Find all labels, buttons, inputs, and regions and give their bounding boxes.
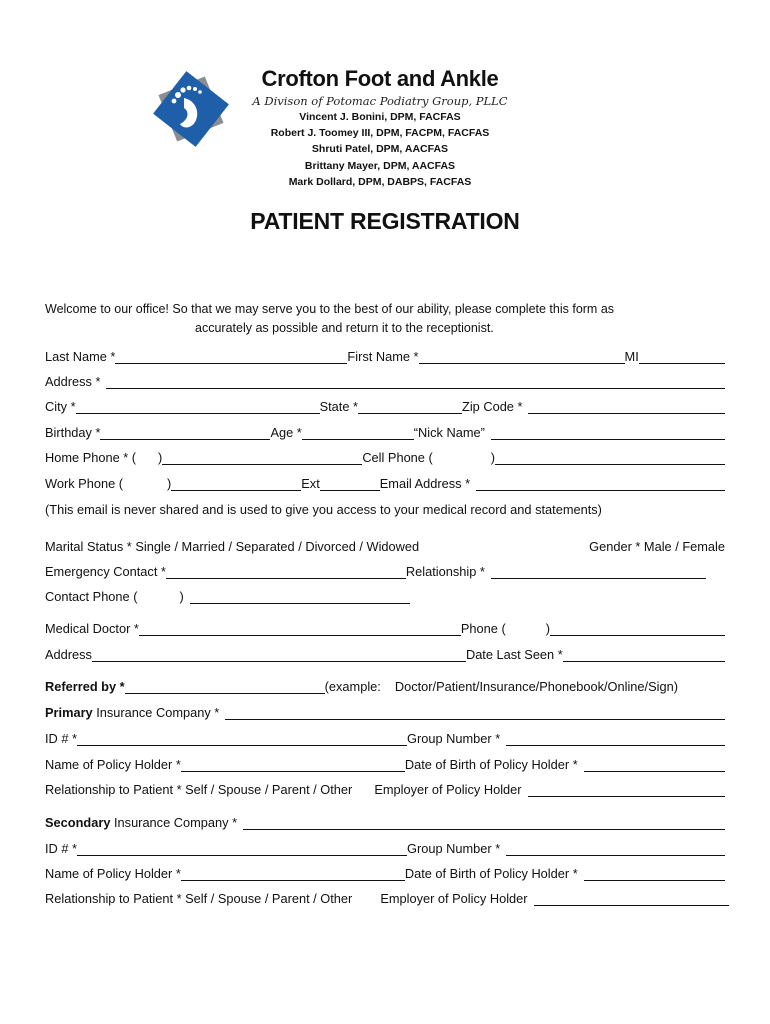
row-marital [45,536,725,554]
referred-example-label: (example: [324,679,381,694]
zip-label: Zip Code * [462,399,523,414]
row-primary-id [45,728,725,746]
primary-insurance-field[interactable] [225,705,725,720]
intro-line-1: Welcome to our office! So that we may serve you to the best of our ability, please complete this form as [45,302,615,316]
row-secondary-id [45,838,725,856]
row-name [45,346,725,364]
gender-label[interactable]: Gender * Male / Female [589,539,725,554]
primary-policy-dob-field[interactable] [584,757,725,772]
row-city [45,396,725,414]
intro-line-2: accurately as possible and return it to the receptionist. [195,321,494,335]
row-primary-insurance [45,702,725,720]
employer-label: Employer of Policy Holder [380,891,528,906]
secondary-label: Secondary [45,815,111,830]
row-referred [45,676,725,694]
home-phone-label: Home Phone * ( [45,450,137,465]
primary-employer-field[interactable] [528,782,725,797]
cell-phone-field[interactable] [495,450,725,465]
state-field[interactable] [358,399,462,414]
secondary-insurance-field[interactable] [243,815,725,830]
age-label: Age * [270,425,302,440]
row-secondary-relationship [45,888,729,906]
row-address [45,371,725,389]
emergency-contact-field[interactable] [166,564,406,579]
doctor-address-field[interactable] [92,647,466,662]
relationship-patient-label[interactable]: Relationship to Patient * Self / Spouse / Parent / Other [45,891,353,906]
policy-dob-label: Date of Birth of Policy Holder * [404,866,578,881]
mi-label: MI [624,349,639,364]
intro-text [45,300,705,338]
primary-group-number-field[interactable] [506,731,725,746]
policy-holder-label: Name of Policy Holder * [45,866,181,881]
policy-dob-label: Date of Birth of Policy Holder * [404,757,578,772]
row-primary-relationship [45,779,725,797]
contact-phone-label: Contact Phone ( [45,589,138,604]
row-work-phone [45,473,725,491]
group-number-label: Group Number * [407,731,501,746]
row-secondary-insurance [45,812,725,830]
medical-doctor-label: Medical Doctor * [45,621,139,636]
practice-header [250,66,510,190]
mi-field[interactable] [639,349,725,364]
relationship-patient-label[interactable]: Relationship to Patient * Self / Spouse / Parent / Other [45,782,353,797]
first-name-label: First Name * [347,349,419,364]
paren-close: ) [158,450,163,465]
row-medical-doctor [45,618,725,636]
practice-name: Crofton Foot and Ankle [261,66,499,91]
address-field[interactable] [106,374,725,389]
id-label: ID # * [45,731,78,746]
group-number-label: Group Number * [407,841,501,856]
secondary-policy-holder-field[interactable] [181,866,405,881]
row-email-note [45,499,725,517]
row-primary-holder [45,754,725,772]
secondary-id-field[interactable] [77,841,407,856]
email-field[interactable] [476,476,725,491]
policy-holder-label: Name of Policy Holder * [45,757,181,772]
referred-by-label: Referred by * [45,679,125,694]
insurance-company-label: Insurance Company * [110,815,238,830]
primary-id-field[interactable] [77,731,407,746]
age-field[interactable] [302,425,414,440]
doctor-phone-label: Phone ( [460,621,506,636]
birthday-field[interactable] [100,425,270,440]
city-label: City * [45,399,76,414]
paren-close: ) [545,621,550,636]
ext-field[interactable] [320,476,380,491]
date-last-seen-field[interactable] [563,647,725,662]
relationship-label: Relationship * [405,564,485,579]
nickname-label: “Nick Name” [413,425,485,440]
work-phone-field[interactable] [171,476,301,491]
contact-phone-field[interactable] [190,589,410,604]
doctor-name: Vincent J. Bonini, DPM, FACFAS [299,111,461,123]
doctor-address-label: Address [45,647,92,662]
doctor-name: Shruti Patel, DPM, AACFAS [311,143,449,156]
secondary-employer-field[interactable] [534,891,729,906]
row-birthday [45,422,725,440]
last-name-field[interactable] [115,349,347,364]
first-name-field[interactable] [419,349,625,364]
date-last-seen-label: Date Last Seen * [465,647,563,662]
state-label: State * [319,399,358,414]
paren-close: ) [490,450,495,465]
row-doctor-address [45,644,725,662]
doctor-name: Robert J. Toomey III, DPM, FACPM, FACFAS [270,127,490,140]
row-home-phone [45,447,725,465]
work-phone-label: Work Phone ( [45,476,123,491]
email-label: Email Address * [379,476,471,491]
doctor-name: Mark Dollard, DPM, DABPS, FACFAS [288,175,472,188]
marital-status-label[interactable]: Marital Status * Single / Married / Separated / Divorced / Widowed [45,539,420,554]
secondary-group-number-field[interactable] [506,841,725,856]
primary-policy-holder-field[interactable] [181,757,405,772]
row-secondary-holder [45,863,725,881]
primary-label: Primary [45,705,93,720]
doctor-phone-field[interactable] [550,621,725,636]
home-phone-field[interactable] [162,450,362,465]
cell-phone-label: Cell Phone ( [362,450,433,465]
ext-label: Ext [301,476,320,491]
referred-by-field[interactable] [125,679,325,694]
page-title: PATIENT REGISTRATION [250,208,520,234]
paren-close: ) [167,476,172,491]
last-name-label: Last Name * [45,349,116,364]
employer-label: Employer of Policy Holder [374,782,522,797]
emergency-contact-label: Emergency Contact * [45,564,166,579]
referred-options: Doctor/Patient/Insurance/Phonebook/Online/Sign) [394,679,678,694]
medical-doctor-field[interactable] [139,621,461,636]
relationship-field[interactable] [491,564,706,579]
doctor-name: Brittany Mayer, DPM, AACFAS [304,159,456,172]
practice-division: A Divison of Potomac Podiatry Group, PLLC [252,94,508,108]
address-label: Address * [45,374,101,389]
insurance-company-label: Insurance Company * [92,705,220,720]
paren-close: ) [179,589,184,604]
id-label: ID # * [45,841,78,856]
birthday-label: Birthday * [45,425,101,440]
row-contact-phone [45,586,725,604]
secondary-policy-dob-field[interactable] [584,866,725,881]
zip-field[interactable] [528,399,725,414]
email-note: (This email is never shared and is used to give you access to your medical record and statements) [45,502,602,517]
city-field[interactable] [76,399,320,414]
row-emergency [45,561,725,579]
practice-logo [150,68,232,150]
nickname-field[interactable] [491,425,725,440]
